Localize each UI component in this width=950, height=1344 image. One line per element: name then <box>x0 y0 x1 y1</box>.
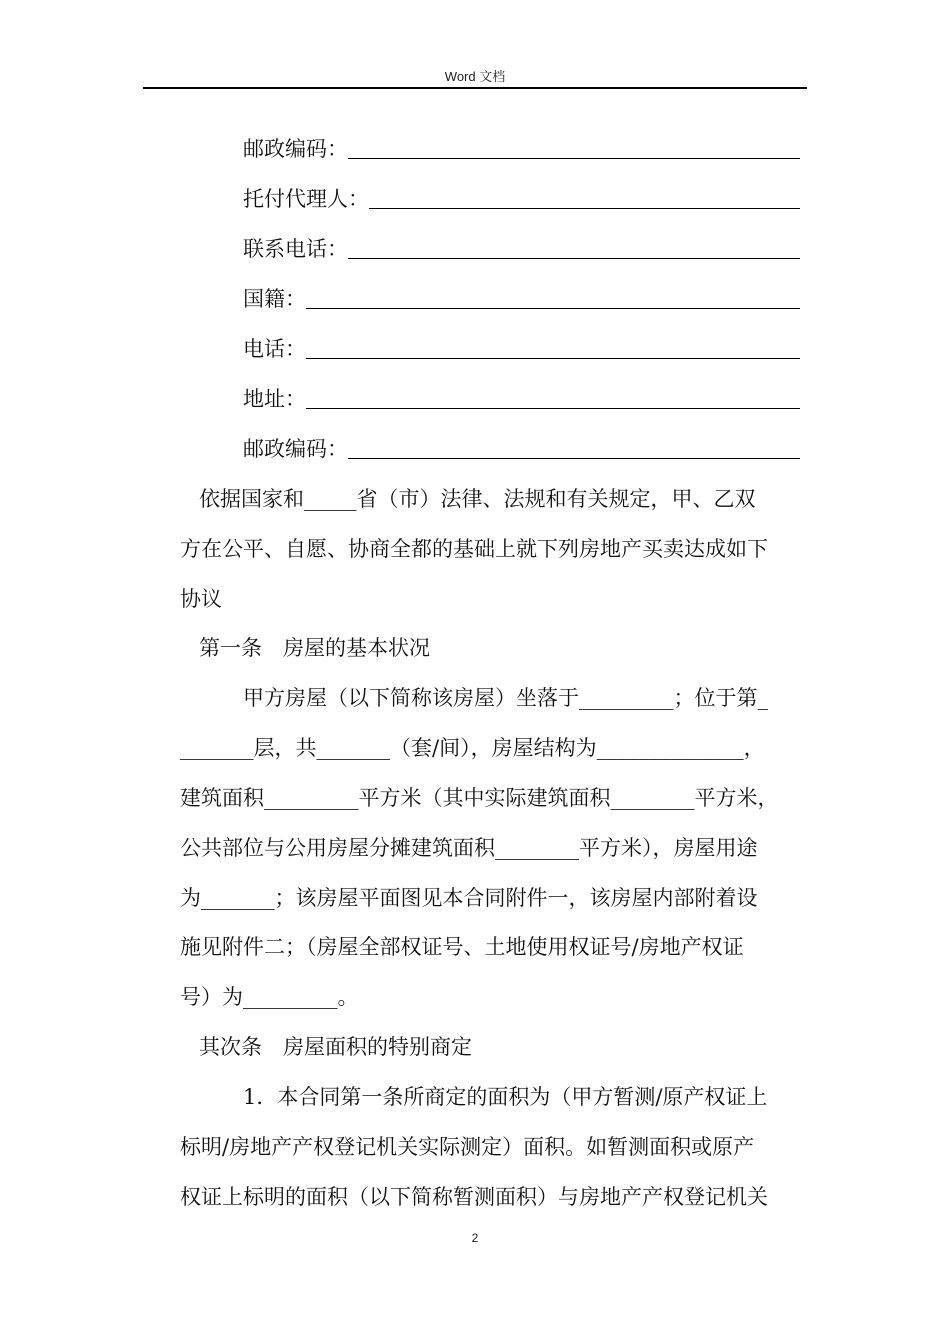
paragraph-line: 号）为_________。 <box>180 985 359 1009</box>
field-label: 联系电话： <box>243 237 348 261</box>
phone-field <box>243 332 800 362</box>
header-rule <box>143 87 807 89</box>
field-label: 地址： <box>243 387 306 411</box>
agent-field <box>243 182 800 212</box>
fill-in-blank <box>348 236 800 259</box>
fill-in-blank <box>306 386 800 409</box>
paragraph-line: 方在公平、自愿、协商全都的基础上就下列房地产买卖达成如下 <box>180 537 768 561</box>
paragraph-line: 为_______；该房屋平面图见本合同附件一，该房屋内部附着设 <box>180 886 758 910</box>
paragraph-line: _______层，共_______（套/间），房屋结构为______________， <box>180 736 765 760</box>
field-label: 邮政编码： <box>243 437 348 461</box>
paragraph-line: 公共部位与公用房屋分摊建筑面积________平方米），房屋用途 <box>180 836 758 860</box>
nationality-field <box>243 282 800 312</box>
address-field <box>243 382 800 412</box>
contact-phone-field <box>243 232 800 262</box>
paragraph-line: 建筑面积_________平方米（其中实际建筑面积________平方米， <box>180 786 779 810</box>
page-header-title: Word 文档 <box>444 69 506 84</box>
postal-code-field <box>243 132 800 162</box>
section-heading-2: 其次条 房屋面积的特别商定 <box>199 1035 472 1059</box>
postal-code-field-2 <box>243 432 800 462</box>
fill-in-blank <box>306 286 800 309</box>
paragraph-line: 施见附件二；（房屋全部权证号、土地使用权证号/房地产权证 <box>180 935 744 959</box>
section-heading-1: 第一条 房屋的基本状况 <box>199 636 430 660</box>
field-label: 托付代理人： <box>243 187 369 211</box>
paragraph-line: 甲方房屋（以下简称该房屋）坐落于_________；位于第_ <box>243 686 768 710</box>
paragraph-line: 依据国家和_____省（市）法律、法规和有关规定，甲、乙双 <box>199 487 756 511</box>
field-label: 国籍： <box>243 287 306 311</box>
fill-in-blank <box>306 336 800 359</box>
fill-in-blank <box>348 136 800 159</box>
page-number: 2 <box>471 1231 479 1245</box>
field-label: 邮政编码： <box>243 137 348 161</box>
paragraph-line: 标明/房地产产权登记机关实际测定）面积。如暂测面积或原产 <box>180 1135 755 1159</box>
paragraph-line: 1．本合同第一条所商定的面积为（甲方暂测/原产权证上 <box>243 1085 768 1109</box>
field-label: 电话： <box>243 337 306 361</box>
fill-in-blank <box>348 436 800 459</box>
paragraph-line: 权证上标明的面积（以下简称暂测面积）与房地产产权登记机关 <box>180 1185 768 1209</box>
fill-in-blank <box>369 186 800 209</box>
paragraph-line: 协议 <box>180 587 222 611</box>
